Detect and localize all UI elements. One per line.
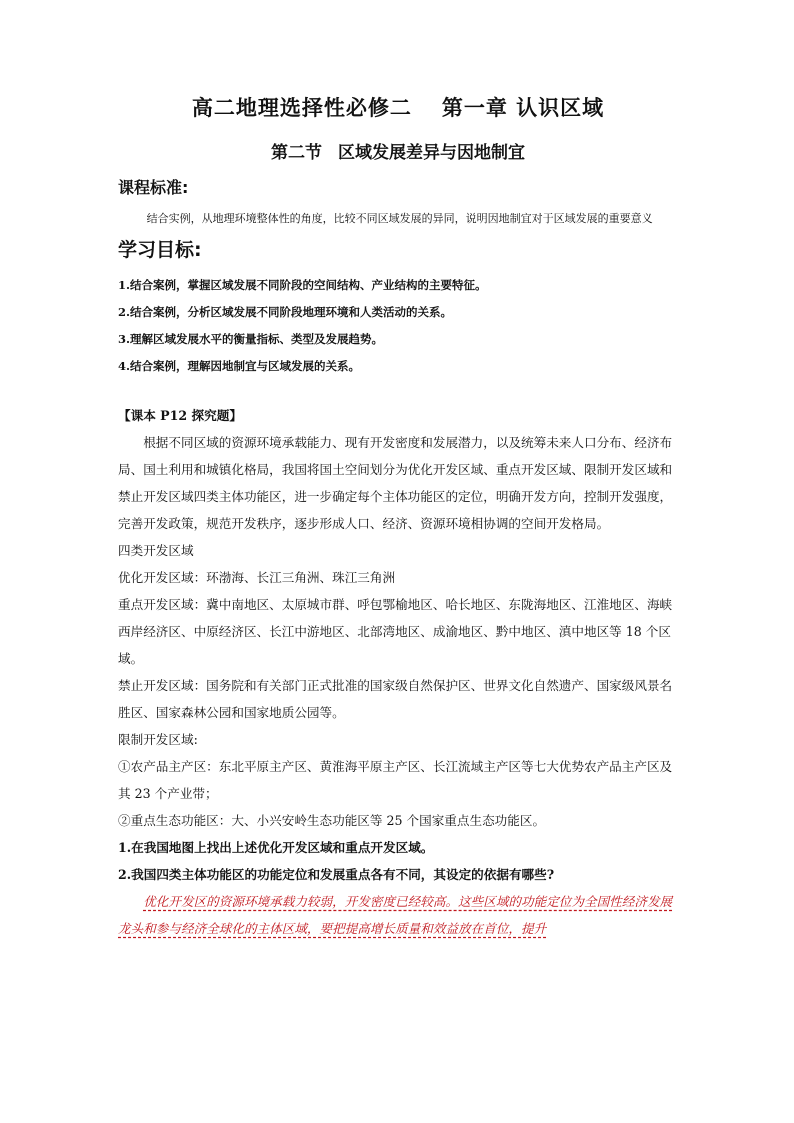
exercise-intro: 根据不同区域的资源环境承载能力、现有开发密度和发展潜力，以及统筹未来人口分布、经济布局、国土利用和城镇化格局，我国将国土空间划分为优化开发区域、重点开发区域、限制开发区域和禁止开发区域四类主体功能区，进一步确定每个主体功能区的定位，明确开发方向，控制开发强度，完善开发政策，规范开发秩序，逐步形成人口、经济、资源环境相协调的空间开发格局。 xyxy=(118,435,673,531)
document-title xyxy=(118,92,678,122)
question-1: 1.在我国地图上找出上述优化开发区域和重点开发区域。 xyxy=(118,840,434,855)
restrict-zone-agri: ①农产品主产区：东北平原主产区、黄淮海平原主产区、长江流域主产区等七大优势农产品主产区及其 23 个产业带； xyxy=(118,759,673,801)
title-chapter: 第一章 认识区域 xyxy=(441,95,605,120)
section-title xyxy=(118,138,678,163)
exercise-heading: 【课本 P12 探究题】 xyxy=(118,408,242,423)
prohibit-zone: 禁止开发区域：国务院和有关部门正式批准的国家级自然保护区、世界文化自然遗产、国家级风景名胜区、国家森林公园和国家地质公园等。 xyxy=(118,678,673,720)
document-page xyxy=(118,92,678,942)
curriculum-heading: 课程标准: xyxy=(118,178,189,197)
question-2: 2.我国四类主体功能区的功能定位和发展重点各有不同，其设定的依据有哪些? xyxy=(118,867,555,882)
optimize-zone: 优化开发区域：环渤海、长江三角洲、珠江三角洲 xyxy=(118,570,396,585)
section-name: 区域发展差异与因地制宜 xyxy=(338,143,525,163)
answer-text: 优化开发区的资源环境承载力较弱，开发密度已经较高。这些区域的功能定位为全国性经济发展龙头和参与经济全球化的主体区域，要把提高增长质量和效益放在首位，提升 xyxy=(118,894,673,936)
goal-item: 4.结合案例，理解因地制宜与区域发展的关系。 xyxy=(118,359,361,373)
goals-heading: 学习目标: xyxy=(118,239,202,261)
title-course: 高二地理选择性必修二 xyxy=(191,95,412,120)
goal-item: 2.结合案例，分析区域发展不同阶段地理环境和人类活动的关系。 xyxy=(118,305,453,319)
curriculum-text: 结合实例，从地理环境整体性的角度，比较不同区域发展的异同，说明因地制宜对于区域发展的重要意义 xyxy=(146,212,653,225)
key-zone: 重点开发区域：冀中南地区、太原城市群、呼包鄂榆地区、哈长地区、东陇海地区、江淮地区、海峡西岸经济区、中原经济区、长江中游地区、北部湾地区、成渝地区、黔中地区、滇中地区等 18 个区域。 xyxy=(118,597,673,666)
restrict-zone-label: 限制开发区域: xyxy=(118,732,198,747)
section-number: 第二节 xyxy=(271,143,322,163)
restrict-zone-eco: ②重点生态功能区：大、小兴安岭生态功能区等 25 个国家重点生态功能区。 xyxy=(118,813,546,828)
goal-item: 1.结合案例，掌握区域发展不同阶段的空间结构、产业结构的主要特征。 xyxy=(118,278,487,292)
four-types-label: 四类开发区域 xyxy=(118,543,194,558)
goal-item: 3.理解区域发展水平的衡量指标、类型及发展趋势。 xyxy=(118,332,384,346)
